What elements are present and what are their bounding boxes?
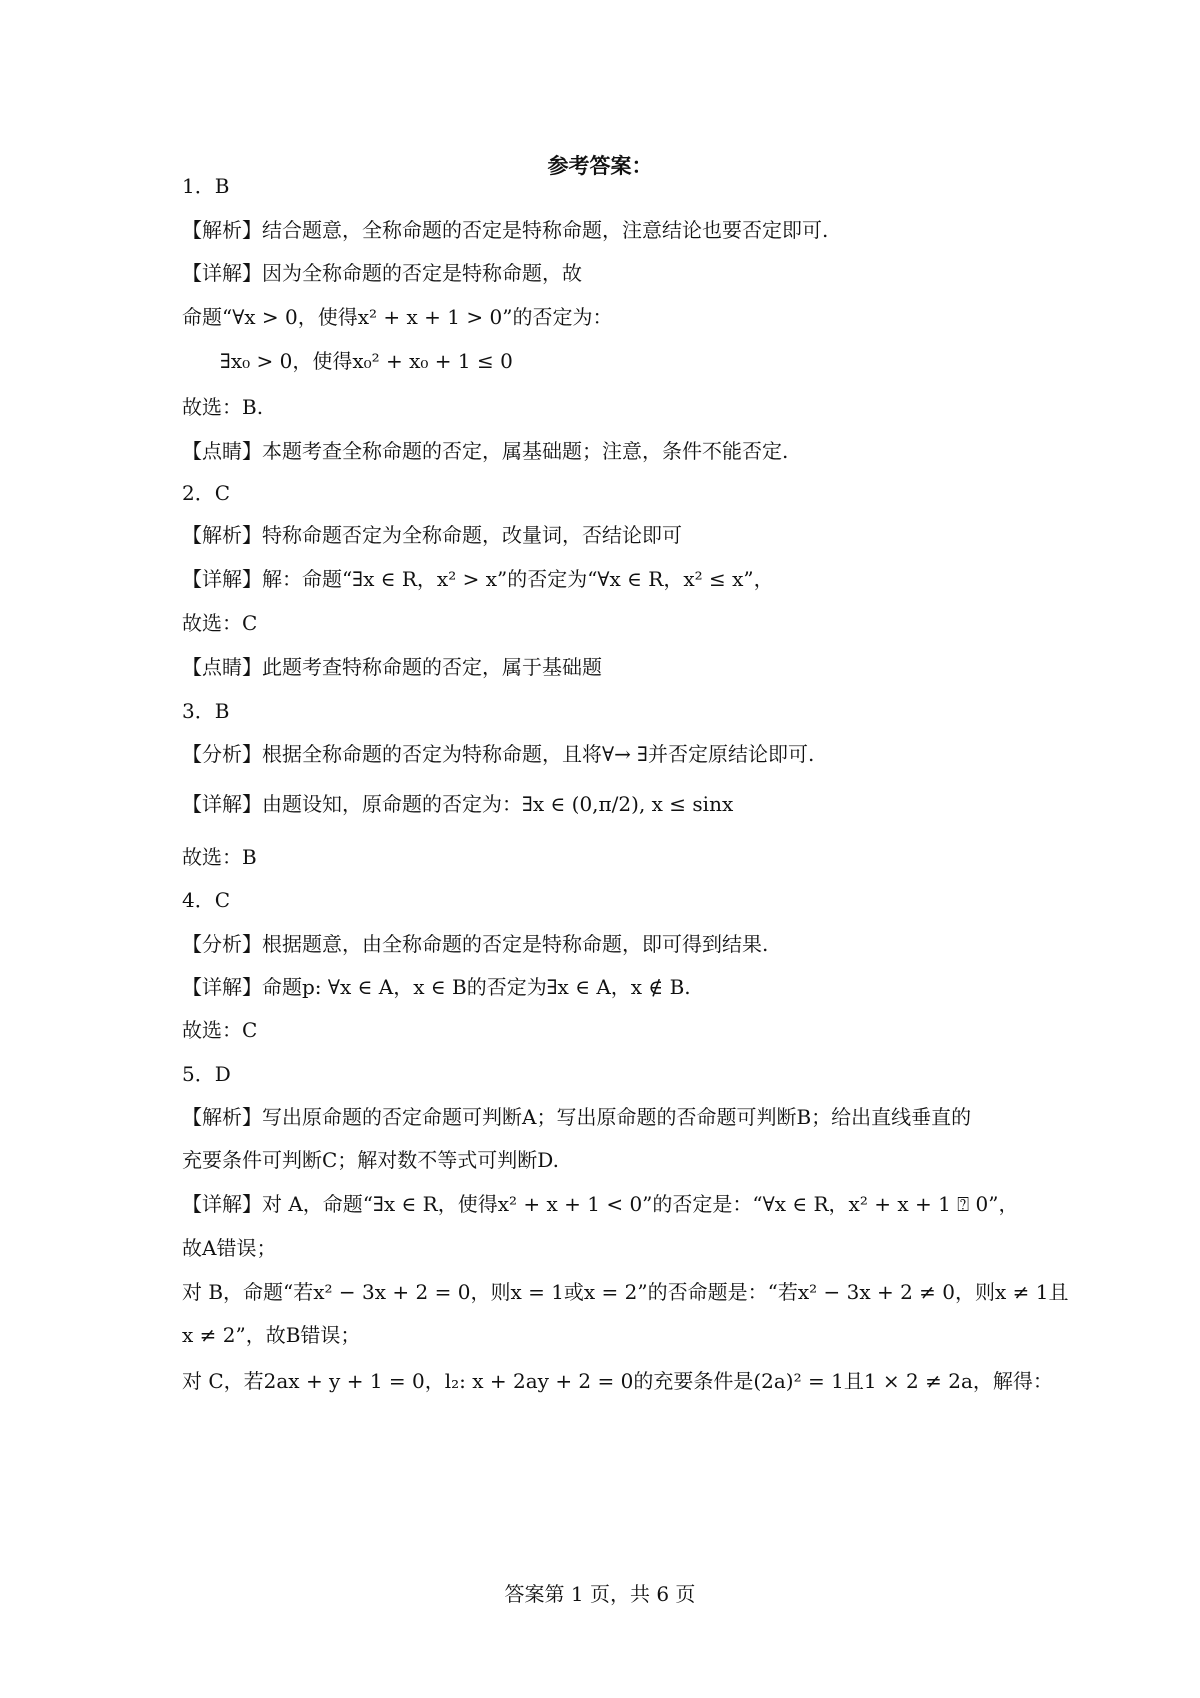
text-line: 【分析】根据题意，由全称命题的否定是特称命题，即可得到结果. [182, 932, 769, 956]
text-line: 故选：C [182, 1018, 258, 1042]
answer-number-2: 2．C [182, 481, 231, 505]
text-line: 【详解】因为全称命题的否定是特称命题，故 [182, 261, 582, 285]
page-footer: 答案第 1 页，共 6 页 [504, 1582, 696, 1606]
text-line: 故选：B. [182, 395, 264, 419]
text-line: 故选：C [182, 611, 258, 635]
text-line: 故选：B [182, 845, 257, 869]
text-line: 充要条件可判断C；解对数不等式可判断D. [182, 1148, 559, 1172]
text-line: 故A错误； [182, 1236, 277, 1260]
text-line: 【解析】结合题意，全称命题的否定是特称命题，注意结论也要否定即可. [182, 218, 829, 242]
text-line: 对 B，命题“若x² − 3x + 2 = 0，则x = 1或x = 2”的否命题是：“若x² − 3x + 2 ≠ 0，则x ≠ 1且 [182, 1280, 1069, 1304]
text-line: 【详解】解：命题“∃x ∈ R，x² > x”的否定为“∀x ∈ R，x² ≤ x”， [182, 567, 774, 591]
text-line: 【详解】对 A，命题“∃x ∈ R，使得x² + x + 1 < 0”的否定是：“∀x ∈ R，x² + x + 1 ⍰ 0”， [182, 1192, 1019, 1216]
answer-number-4: 4．C [182, 888, 231, 912]
text-line: 【详解】由题设知，原命题的否定为：∃x ∈ (0,π/2), x ≤ sinx [182, 792, 734, 816]
text-line: x ≠ 2”，故B错误； [182, 1323, 361, 1347]
formula-line: ∃x₀ > 0，使得x₀² + x₀ + 1 ≤ 0 [220, 349, 513, 373]
answer-number-3: 3．B [182, 699, 230, 723]
text-line: 对 C，若2ax + y + 1 = 0，l₂: x + 2ay + 2 = 0的充要条件是(2a)² = 1且1 × 2 ≠ 2a，解得： [182, 1369, 1053, 1393]
text-line: 命题“∀x > 0，使得x² + x + 1 > 0”的否定为： [182, 305, 613, 329]
page-title: 参考答案： [547, 153, 653, 178]
answer-number-1: 1．B [182, 174, 230, 198]
text-line: 【分析】根据全称命题的否定为特称命题，且将∀→ ∃并否定原结论即可. [182, 742, 815, 766]
answer-number-5: 5．D [182, 1062, 231, 1086]
text-line: 【点睛】此题考查特称命题的否定，属于基础题 [182, 655, 602, 679]
text-line: 【解析】写出原命题的否定命题可判断A；写出原命题的否命题可判断B；给出直线垂直的 [182, 1105, 972, 1129]
text-line: 【详解】命题p: ∀x ∈ A，x ∈ B的否定为∃x ∈ A，x ∉ B. [182, 975, 691, 999]
text-line: 【点睛】本题考查全称命题的否定，属基础题；注意，条件不能否定. [182, 439, 789, 463]
text-line: 【解析】特称命题否定为全称命题，改量词，否结论即可 [182, 523, 682, 547]
